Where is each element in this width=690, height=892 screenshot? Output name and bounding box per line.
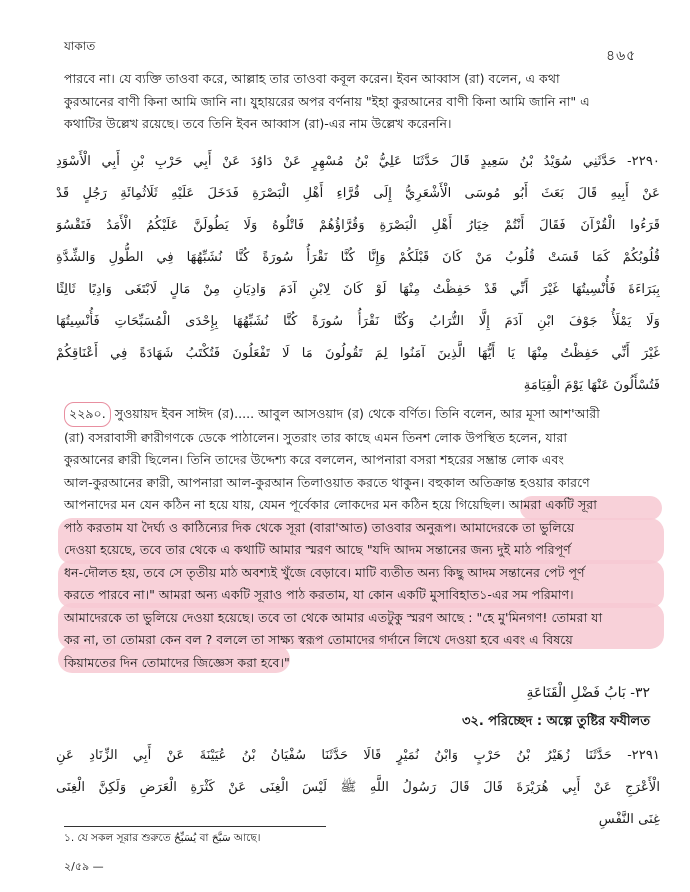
- text-line: দেওয়া হয়েছে, তবে তার থেকে এ কথাটি আমার স্মরণ আছে "যদি আদম সন্তানের জন্য দুই মাঠ পরিপূর্ণ: [64, 542, 571, 557]
- chapter-title-bengali: ৩২. পরিচ্ছেদ : অল্পে তুষ্টির ফযীলত: [461, 714, 650, 729]
- text-line: কুরআনের ক্বারী ছিলেন। তিনি তাদের উদ্দেশ্য করে বললেন, আপনারা বসরা শহরের সম্ভ্রান্ত লোক এবং: [64, 452, 564, 467]
- arabic-line: ٢٢٩١- حَدَّثَنَا زُهَيْرُ بْنُ حَرْبٍ وَابْنُ نُمَيْرٍ قَالَا حَدَّثَنَا سُفْيَانُ بْنُ عُيَيْنَةَ عَنْ أَبِي الزِّنَادِ عَنِ: [56, 748, 660, 763]
- text-line: ২২৯০. সুওয়ায়দ ইবন সাঈদ (র)..... আবুল আসওয়াদ (র) থেকে বর্ণিত। তিনি বলেন, আর মূসা আশ'আরী: [64, 402, 654, 427]
- arabic-line: عَنْ أَبِيهِ قَالَ بَعَثَ أَبُو مُوسَى الْأَشْعَرِيُّ إِلَى قُرَّاءِ أَهْلِ الْبَصْرَةِ فَدَخَلَ عَلَيْهِ ثَلَاثُمِائَةِ رَجُلٍ قَدْ: [56, 186, 660, 201]
- footnote-divider: [64, 826, 326, 827]
- text-line: কথাটির উল্লেখ রয়েছে। তবে তিনি ইবন আব্বাস (রা)-এর নাম উল্লেখ করেননি।: [64, 116, 452, 131]
- hadith-2290-arabic: [56, 146, 660, 402]
- signature-mark: ২/৫৯ —: [64, 860, 104, 873]
- text-line: পাঠ করতাম যা দৈর্ঘ্য ও কাঠিন্যের দিক থেকে সূরা (বারা'আত) তাওবার অনুরূপ। আমাদেরকে তা ভুলিয়ে: [64, 519, 575, 535]
- arabic-line: قَرَءُوا الْقُرْآنَ فَقَالَ أَنْتُمْ خِيَارُ أَهْلِ الْبَصْرَةِ وَقُرَّاؤُهُمْ فَاتْلُوهُ وَلَا يَطُولَنَّ عَلَيْكُمُ الْأَمَدُ فَتَقْسُوَ: [56, 218, 660, 233]
- text-line: আপনাদের মন যেন কঠিন না হয়ে যায়, যেমন পূর্বেকার লোকদের মন কঠিন হয়ে গিয়েছিল। আমরা একটি সূরা: [64, 497, 597, 512]
- arabic-line: ٢٢٩٠- حَدَّثَنِي سُوَيْدُ بْنُ سَعِيدٍ قَالَ حَدَّثَنَا عَلِيُّ بْنُ مُسْهِرٍ عَنْ دَاوُدَ عَنْ أَبِي حَرْبِ بْنِ أَبِي الْأَسْوَدِ: [56, 154, 660, 169]
- text-line: করতে পারবে না।" আমরা অন্য একটি সূরাও পাঠ করতাম, যা কোন একটি মুসাবিহাত১-এর সম পরিমাণ।: [64, 587, 574, 602]
- text-line: ধন-দৌলত হয়, তবে সে তৃতীয় মাঠ অবশ্যই খুঁজে বেড়াবে। মাটি ব্যতীত অন্য কিছু আদম সন্তানের পেট পূর্ণ: [64, 564, 585, 580]
- page-number: ৪৬৫: [606, 48, 637, 64]
- chapter-title-arabic: ٣٢- بَابُ فَضْلِ الْقَنَاعَةِ: [526, 685, 650, 701]
- text-line: আল-কুরআনের ক্বারী, আপনারা আল-কুরআন তিলাওয়াত করতে থাকুন। বহুকাল অতিক্রান্ত হওয়ার কারণে: [64, 474, 590, 490]
- arabic-line: غَيْرَ أَنِّي حَفِظْتُ مِنْهَا يَا أَيُّهَا الَّذِينَ آمَنُوا لِمَ تَقُولُونَ مَا لَا تَفْعَلُونَ فَتُكْتَبُ شَهَادَةً فِي أَعْنَاقِكُمْ: [56, 346, 660, 361]
- intro-paragraph: [64, 68, 654, 136]
- text-line: কর না, তা তোমরা কেন বল ? বললে তা সাক্ষ্য স্বরূপ তোমাদের গর্দানে লিখে দেওয়া হবে এবং এ বিষয়ে: [64, 632, 573, 647]
- arabic-line: بِبَرَاءَةَ فَأُنْسِيتُهَا غَيْرَ أَنِّي قَدْ حَفِظْتُ مِنْهَا لَوْ كَانَ لِابْنِ آدَمَ وَادِيَانِ مِنْ مَالٍ لَابْتَغَى وَادِيًا ثَالِثًا: [56, 282, 660, 297]
- text-line: আমাদেরকে তা ভুলিয়ে দেওয়া হয়েছে। তবে তা থেকে আমার এতটুকু স্মরণ আছে : "হে মু'মিনগণ! তোমরা যা: [64, 609, 603, 625]
- hadith-2290-translation: [64, 402, 654, 674]
- arabic-line: فَتُسْأَلُونَ عَنْهَا يَوْمَ الْقِيَامَةِ: [523, 378, 660, 393]
- text-line: (রা) বসরাবাসী ক্বারীগণকে ডেকে পাঠালেন। সুতরাং তার কাছে এমন তিনশ লোক উপস্থিত হলেন, যারা: [64, 429, 568, 445]
- running-header-title: যাকাত: [64, 39, 96, 53]
- arabic-line: قُلُوبُكُمْ كَمَا قَسَتْ قُلُوبُ مَنْ كَانَ قَبْلَكُمْ وَإِنَّا كُنَّا نَقْرَأُ سُورَةً كُنَّا نُشَبِّهُهَا فِي الطُّولِ وَالشِّدَّةِ: [56, 250, 660, 265]
- hadith-number: ২২৯০.: [64, 402, 111, 427]
- arabic-line: وَلَا يَمْلَأُ جَوْفَ ابْنِ آدَمَ إِلَّا التُّرَابُ وَكُنَّا نَقْرَأُ سُورَةً كُنَّا نُشَبِّهُهَا بِإِحْدَى الْمُسَبِّحَاتِ فَأُنْسِيتُهَا: [56, 314, 660, 329]
- arabic-line: غِنَى النَّفْسِ: [598, 812, 660, 827]
- footnote: ১. যে সকল সূরার শুরুতে يُسَبِّحُ বা سَبَّحَ আছে।: [64, 832, 261, 844]
- hadith-2291-arabic: [56, 740, 660, 836]
- text-line: কুরআনের বাণী কিনা আমি জানি না। যুহায়রের অপর বর্ণনায় "ইহা কুরআনের বাণী কিনা আমি জানি না" এ: [64, 93, 590, 109]
- text-line: পারবে না। যে ব্যক্তি তাওবা করে, আল্লাহ তার তাওবা কবূল করেন। ইবন আব্বাস (রা) বলেন, এ কথা: [64, 71, 560, 86]
- text-line: কিয়ামতের দিন তোমাদের জিজ্ঞেস করা হবে।": [64, 654, 290, 670]
- arabic-line: الْأَعْرَجِ عَنْ أَبِي هُرَيْرَةَ قَالَ قَالَ رَسُولُ اللَّهِ ﷺ لَيْسَ الْغِنَى عَنْ كَثْرَةِ الْعَرَضِ وَلَكِنَّ الْغِنَى: [56, 780, 660, 795]
